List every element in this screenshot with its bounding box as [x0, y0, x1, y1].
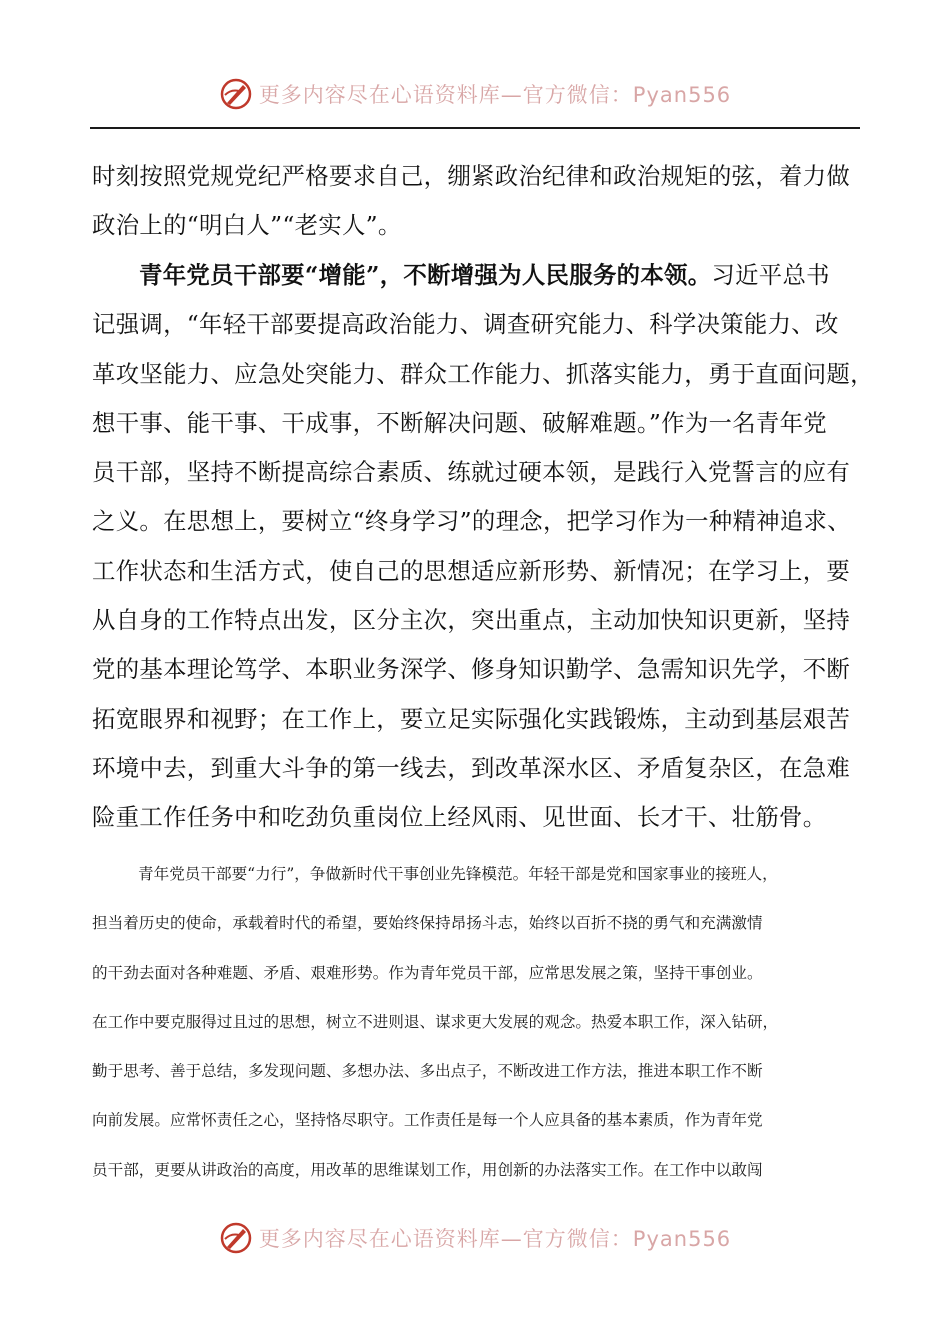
footer-banner — [0, 1214, 950, 1262]
text-line: 青年党员干部要“力行”，争做新时代干事创业先锋模范。年轻干部是党和国家事业的接班人， — [138, 865, 778, 883]
banner-text: 更多内容尽在心语资料库—官方微信：Pyan556 — [258, 83, 732, 107]
paragraph-first-line — [92, 251, 862, 300]
text-line: 险重工作任务中和吃劲负重岗位上经风雨、见世面、长才干、壮筋骨。 — [92, 803, 827, 832]
header-divider — [90, 127, 860, 129]
header-banner — [0, 70, 950, 118]
paragraph-lixing — [92, 850, 862, 1195]
pen-logo-icon — [219, 77, 253, 111]
text-line: 政治上的“明白人”“老实人”。 — [92, 211, 402, 240]
text-line: 从自身的工作特点出发，区分主次，突出重点，主动加快知识更新，坚持 — [92, 606, 851, 635]
text-line: 勤于思考、善于总结，多发现问题、多想办法、多出点子，不断改进工作方法，推进本职工作不断 — [92, 1062, 763, 1081]
banner-text: 更多内容尽在心语资料库—官方微信：Pyan556 — [258, 1227, 732, 1251]
text-line: 的干劲去面对各种难题、矛盾、艰难形势。作为青年党员干部，应常思发展之策，坚持干事创业。 — [92, 963, 763, 982]
text-line: 拓宽眼界和视野；在工作上，要立足实际强化实践锻炼，主动到基层艰苦 — [92, 704, 851, 733]
text-line: 时刻按照党规党纪严格要求自己，绷紧政治纪律和政治规矩的弦，着力做 — [92, 162, 851, 190]
text-line: 担当着历史的使命，承载着时代的希望，要始终保持昂扬斗志，始终以百折不挠的勇气和充满激情 — [92, 914, 763, 933]
pen-logo-icon — [219, 1221, 253, 1255]
text-line: 员干部，坚持不断提高综合素质、练就过硬本领，是践行入党誓言的应有 — [92, 458, 851, 487]
text-line: 革攻坚能力、应急处突能力、群众工作能力、抓落实能力，勇于直面问题， — [92, 359, 874, 388]
text-line: 在工作中要克服得过且过的思想，树立不进则退、谋求更大发展的观念。热爱本职工作，深入钻研， — [92, 1012, 779, 1031]
text-line: 向前发展。应常怀责任之心，坚持恪尽职守。工作责任是每一个人应具备的基本素质，作为青年党 — [92, 1111, 763, 1130]
text-line: 党的基本理论笃学、本职业务深学、修身知识勤学、急需知识先学，不断 — [92, 655, 851, 684]
text-line: 工作状态和生活方式，使自己的思想适应新形势、新情况；在学习上，要 — [92, 556, 851, 585]
paragraph-zengneng — [92, 251, 874, 843]
text-line: 环境中去，到重大斗争的第一线去，到改革深水区、矛盾复杂区，在急难 — [92, 753, 851, 782]
text-line: 之义。在思想上，要树立“终身学习”的理念，把学习作为一种精神追求、 — [92, 507, 851, 536]
text-line: 记强调，“年轻干部要提高政治能力、调查研究能力、科学决策能力、改 — [92, 310, 839, 339]
paragraph-heading: 青年党员干部要“增能”，不断增强为人民服务的本领。 — [139, 261, 712, 289]
text-line: 员干部，更要从讲政治的高度，用改革的思维谋划工作，用创新的办法落实工作。在工作中以敢闯 — [92, 1160, 763, 1179]
text-line: 想干事、能干事、干成事，不断解决问题、破解难题。”作为一名青年党 — [92, 408, 827, 437]
text-fragment: 习近平总书 — [711, 261, 830, 289]
paragraph-continuation — [92, 152, 862, 251]
